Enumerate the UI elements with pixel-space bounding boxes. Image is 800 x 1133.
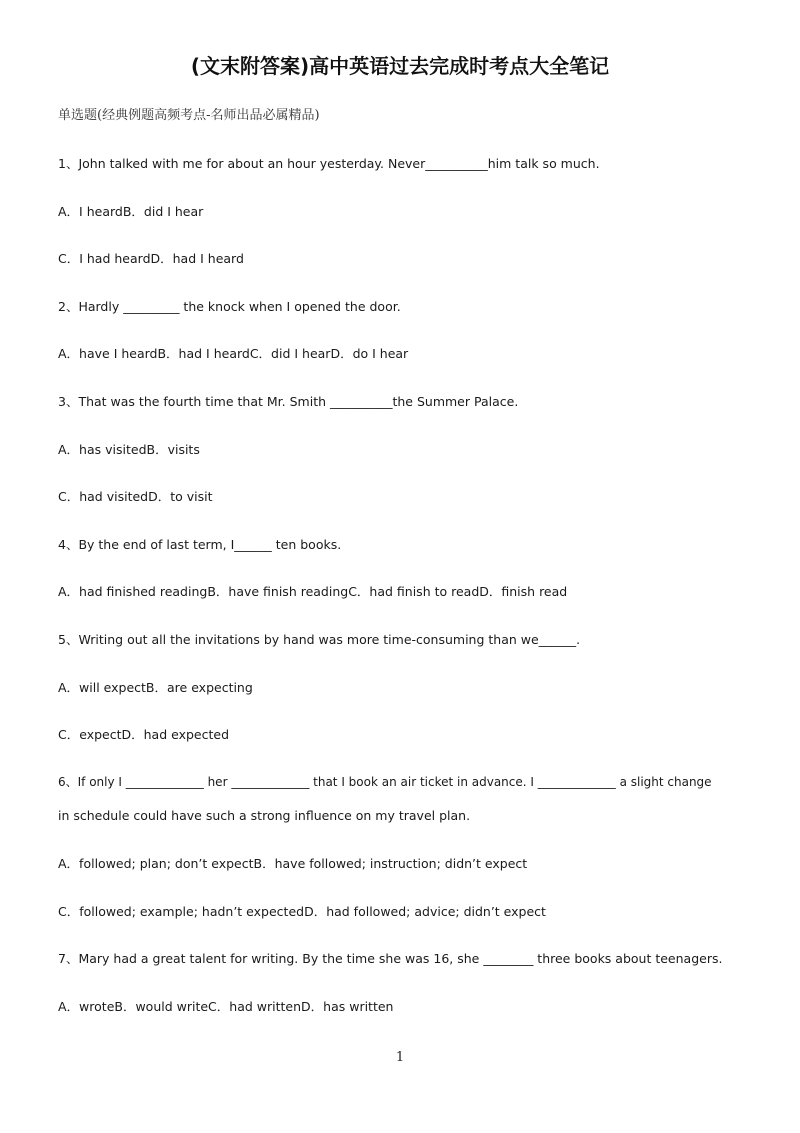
question-4-options: A．had finished readingB．have finish readingC．had finish to readD．finish read	[58, 584, 568, 599]
question-6-continuation: in schedule could have such a strong influence on my travel plan.	[58, 808, 471, 823]
page-number: 1	[395, 1050, 405, 1065]
question-1-options-cd: C．I had heardD．had I heard	[58, 251, 244, 266]
question-6-options-cd: C．followed; example; hadn’t expectedD．had followed; advice; didn’t expect	[58, 904, 546, 919]
question-3: 3、That was the fourth time that Mr. Smith __________the Summer Palace.	[58, 394, 519, 409]
question-2-options: A．have I heardB．had I heardC．did I hearD．do I hear	[58, 346, 409, 361]
question-5: 5、Writing out all the invitations by hand was more time-consuming than we______.	[58, 632, 581, 647]
document-title: (文末附答案)高中英语过去完成时考点大全笔记	[190, 54, 610, 78]
question-2: 2、Hardly _________ the knock when I opened the door.	[58, 299, 401, 314]
question-1-options-ab: A．I heardB．did I hear	[58, 204, 204, 219]
question-4: 4、By the end of last term, I______ ten books.	[58, 537, 342, 552]
question-3-options-ab: A．has visitedB．visits	[58, 442, 200, 457]
question-3-options-cd: C．had visitedD．to visit	[58, 489, 213, 504]
question-6-options-ab: A．followed; plan; don’t expectB．have followed; instruction; didn’t expect	[58, 856, 528, 871]
question-5-options-cd: C．expectD．had expected	[58, 727, 230, 742]
question-6: 6、If only I _____________ her _____________ that I book an air ticket in advance. I _____________ a slight change	[58, 775, 712, 789]
question-7-options: A．wroteB．would writeC．had writtenD．has written	[58, 999, 394, 1014]
question-1: 1、John talked with me for about an hour yesterday. Never__________him talk so much.	[58, 156, 600, 171]
section-heading: 单选题(经典例题高频考点-名师出品必属精品)	[58, 108, 320, 123]
question-5-options-ab: A．will expectB．are expecting	[58, 680, 253, 695]
question-7: 7、Mary had a great talent for writing. By the time she was 16, she ________ three books about teenagers.	[58, 951, 723, 966]
